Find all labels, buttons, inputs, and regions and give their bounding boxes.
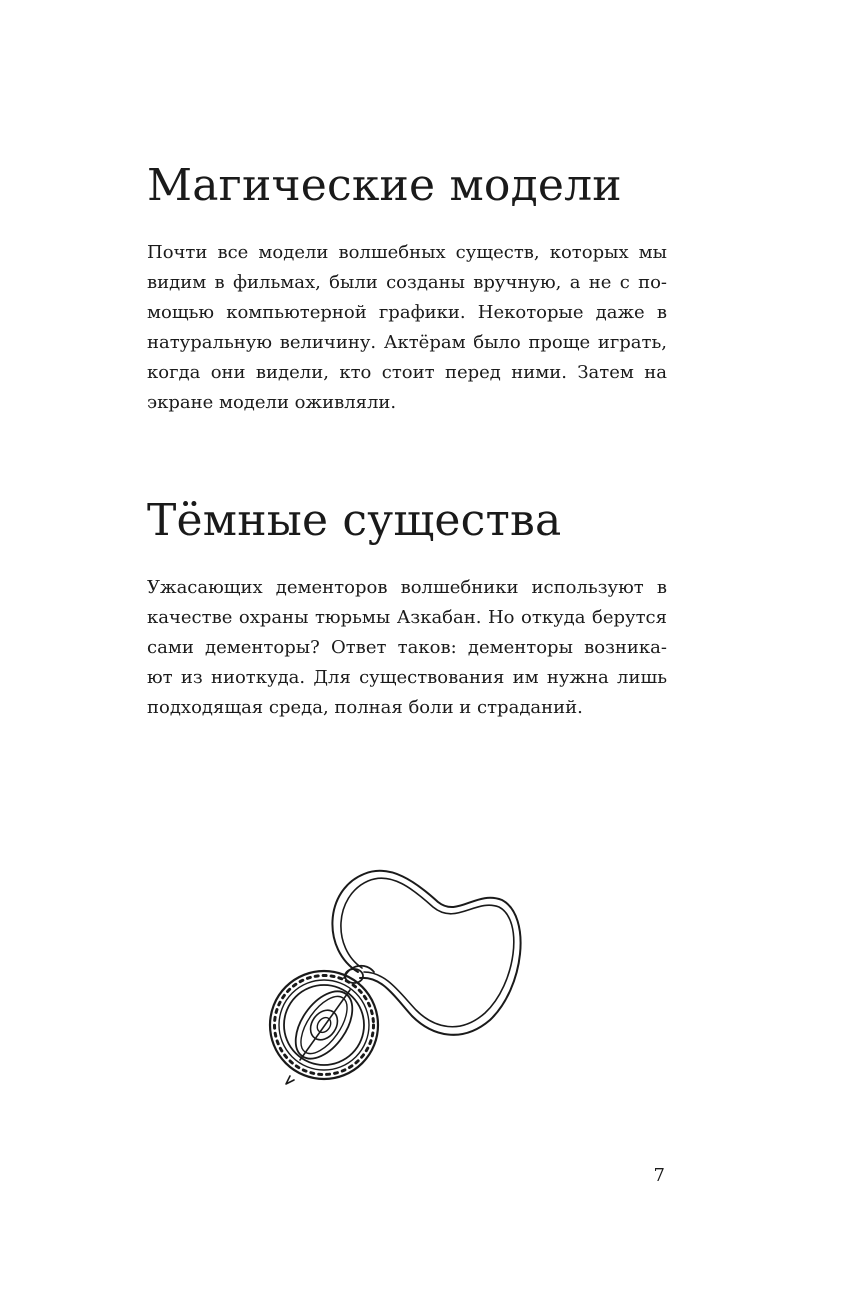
paragraph-line: мощью компьютерной графики. Некоторые даже в <box>147 302 667 323</box>
paragraph-line: когда они видели, кто стоит перед ними. Затем на <box>147 362 667 383</box>
paragraph-magic-models <box>147 238 667 418</box>
paragraph-line: натуральную величину. Актёрам было проще играть, <box>147 332 667 353</box>
paragraph-line: Ужасающих дементоров волшебники используют в <box>147 577 667 598</box>
paragraph-line: подходящая среда, полная боли и страданий. <box>147 697 583 718</box>
bottom-tip <box>286 1076 294 1084</box>
inner-band-2 <box>292 989 356 1061</box>
inner-band <box>284 981 364 1068</box>
paragraph-line: экране модели оживляли. <box>147 392 397 413</box>
paragraph-dark-creatures <box>147 573 667 723</box>
paragraph-line: ют из ниоткуда. Для существования им нужна лишь <box>147 667 667 688</box>
page-number: 7 <box>653 1165 665 1186</box>
section-heading-magic-models: Магические модели <box>147 160 622 211</box>
paragraph-line: качестве охраны тюрьмы Азкабан. Но откуда берутся <box>147 607 667 628</box>
section-heading-dark-creatures: Тёмные существа <box>147 495 562 546</box>
paragraph-line: видим в фильмах, были созданы вручную, а не с по- <box>147 272 667 293</box>
time-turner-pendant-icon <box>262 860 532 1085</box>
inner-ring <box>284 985 364 1065</box>
chain-inner <box>341 878 514 1027</box>
paragraph-line: сами дементоры? Ответ таков: дементоры возника- <box>147 637 667 658</box>
paragraph-line: Почти все модели волшебных существ, которых мы <box>147 242 667 263</box>
rune-band <box>275 976 374 1075</box>
outer-ring <box>270 971 378 1079</box>
outer-ring-inner-edge <box>279 980 369 1070</box>
hourglass <box>305 1005 343 1045</box>
